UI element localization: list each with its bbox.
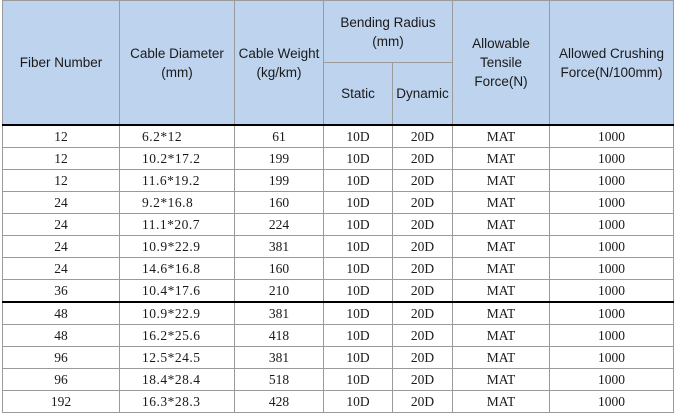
cell-crushing-force: 1000 xyxy=(550,280,674,303)
cell-cable-weight: 199 xyxy=(235,148,324,170)
cell-tensile-force: MAT xyxy=(453,258,550,280)
cell-cable-diameter: 12.5*24.5 xyxy=(120,347,235,369)
cell-fiber-number: 48 xyxy=(3,325,120,347)
header-cable-weight: Cable Weight (kg/km) xyxy=(235,1,324,126)
table-row xyxy=(3,125,674,148)
cell-static-radius: 10D xyxy=(324,214,393,236)
cell-cable-diameter: 14.6*16.8 xyxy=(120,258,235,280)
cell-cable-diameter: 10.9*22.9 xyxy=(120,236,235,258)
cell-fiber-number: 12 xyxy=(3,125,120,148)
cell-cable-diameter: 10.9*22.9 xyxy=(120,302,235,325)
header-fiber-number: Fiber Number xyxy=(3,1,120,126)
cell-cable-diameter: 11.1*20.7 xyxy=(120,214,235,236)
table-row xyxy=(3,325,674,347)
cell-cable-diameter: 18.4*28.4 xyxy=(120,369,235,391)
cell-tensile-force: MAT xyxy=(453,325,550,347)
cell-static-radius: 10D xyxy=(324,302,393,325)
cell-dynamic-radius: 20D xyxy=(393,302,453,325)
cell-tensile-force: MAT xyxy=(453,192,550,214)
cell-fiber-number: 12 xyxy=(3,170,120,192)
cell-tensile-force: MAT xyxy=(453,347,550,369)
cell-cable-weight: 160 xyxy=(235,192,324,214)
cell-fiber-number: 48 xyxy=(3,302,120,325)
cell-crushing-force: 1000 xyxy=(550,170,674,192)
cell-dynamic-radius: 20D xyxy=(393,347,453,369)
cell-crushing-force: 1000 xyxy=(550,347,674,369)
cell-static-radius: 10D xyxy=(324,347,393,369)
cell-cable-weight: 210 xyxy=(235,280,324,303)
cell-fiber-number: 24 xyxy=(3,192,120,214)
cell-cable-diameter: 9.2*16.8 xyxy=(120,192,235,214)
cell-dynamic-radius: 20D xyxy=(393,214,453,236)
cell-crushing-force: 1000 xyxy=(550,148,674,170)
cell-fiber-number: 96 xyxy=(3,347,120,369)
table-header xyxy=(3,1,674,126)
cell-tensile-force: MAT xyxy=(453,148,550,170)
header-static: Static xyxy=(324,63,393,126)
cell-static-radius: 10D xyxy=(324,236,393,258)
cell-cable-diameter: 16.3*28.3 xyxy=(120,391,235,413)
cell-cable-weight: 61 xyxy=(235,125,324,148)
cell-tensile-force: MAT xyxy=(453,214,550,236)
table-row xyxy=(3,347,674,369)
cell-fiber-number: 12 xyxy=(3,148,120,170)
cell-static-radius: 10D xyxy=(324,148,393,170)
cell-static-radius: 10D xyxy=(324,280,393,303)
cell-crushing-force: 1000 xyxy=(550,214,674,236)
cell-cable-weight: 428 xyxy=(235,391,324,413)
cell-cable-weight: 418 xyxy=(235,325,324,347)
cell-fiber-number: 24 xyxy=(3,258,120,280)
cell-tensile-force: MAT xyxy=(453,170,550,192)
cell-cable-weight: 160 xyxy=(235,258,324,280)
cell-dynamic-radius: 20D xyxy=(393,125,453,148)
cell-cable-diameter: 6.2*12 xyxy=(120,125,235,148)
cell-tensile-force: MAT xyxy=(453,236,550,258)
cell-static-radius: 10D xyxy=(324,258,393,280)
header-tensile-force: Allowable Tensile Force(N) xyxy=(453,1,550,126)
cell-cable-diameter: 11.6*19.2 xyxy=(120,170,235,192)
cell-fiber-number: 96 xyxy=(3,369,120,391)
table-row xyxy=(3,258,674,280)
table-row xyxy=(3,280,674,303)
header-dynamic: Dynamic xyxy=(393,63,453,126)
cell-static-radius: 10D xyxy=(324,391,393,413)
cell-crushing-force: 1000 xyxy=(550,125,674,148)
cell-dynamic-radius: 20D xyxy=(393,391,453,413)
table-row xyxy=(3,236,674,258)
cell-static-radius: 10D xyxy=(324,170,393,192)
header-crushing-force: Allowed Crushing Force(N/100mm) xyxy=(550,1,674,126)
table-row xyxy=(3,214,674,236)
cell-crushing-force: 1000 xyxy=(550,258,674,280)
cell-cable-diameter: 16.2*25.6 xyxy=(120,325,235,347)
cell-crushing-force: 1000 xyxy=(550,192,674,214)
cell-crushing-force: 1000 xyxy=(550,369,674,391)
cell-tensile-force: MAT xyxy=(453,125,550,148)
cell-crushing-force: 1000 xyxy=(550,325,674,347)
cell-tensile-force: MAT xyxy=(453,369,550,391)
cell-cable-weight: 381 xyxy=(235,302,324,325)
cell-cable-weight: 381 xyxy=(235,347,324,369)
cell-static-radius: 10D xyxy=(324,192,393,214)
cell-dynamic-radius: 20D xyxy=(393,170,453,192)
table-row xyxy=(3,302,674,325)
cell-fiber-number: 24 xyxy=(3,214,120,236)
cell-dynamic-radius: 20D xyxy=(393,236,453,258)
cell-crushing-force: 1000 xyxy=(550,236,674,258)
table-row xyxy=(3,192,674,214)
cell-cable-weight: 518 xyxy=(235,369,324,391)
cell-tensile-force: MAT xyxy=(453,280,550,303)
header-bending-radius: Bending Radius (mm) xyxy=(324,1,453,63)
table-row xyxy=(3,391,674,413)
cell-cable-diameter: 10.2*17.2 xyxy=(120,148,235,170)
cell-static-radius: 10D xyxy=(324,125,393,148)
cell-cable-diameter: 10.4*17.6 xyxy=(120,280,235,303)
cell-crushing-force: 1000 xyxy=(550,391,674,413)
cell-cable-weight: 381 xyxy=(235,236,324,258)
cell-dynamic-radius: 20D xyxy=(393,280,453,303)
cell-cable-weight: 224 xyxy=(235,214,324,236)
cell-fiber-number: 36 xyxy=(3,280,120,303)
cell-dynamic-radius: 20D xyxy=(393,369,453,391)
cell-static-radius: 10D xyxy=(324,325,393,347)
table-row xyxy=(3,148,674,170)
table-row xyxy=(3,170,674,192)
cell-fiber-number: 24 xyxy=(3,236,120,258)
cell-crushing-force: 1000 xyxy=(550,302,674,325)
table-row xyxy=(3,369,674,391)
cell-cable-weight: 199 xyxy=(235,170,324,192)
header-cable-diameter: Cable Diameter (mm) xyxy=(120,1,235,126)
cell-dynamic-radius: 20D xyxy=(393,148,453,170)
cell-fiber-number: 192 xyxy=(3,391,120,413)
cell-tensile-force: MAT xyxy=(453,391,550,413)
cell-dynamic-radius: 20D xyxy=(393,325,453,347)
cell-static-radius: 10D xyxy=(324,369,393,391)
cell-dynamic-radius: 20D xyxy=(393,258,453,280)
cell-dynamic-radius: 20D xyxy=(393,192,453,214)
cable-spec-table xyxy=(2,0,674,413)
table-body xyxy=(3,125,674,413)
cell-tensile-force: MAT xyxy=(453,302,550,325)
